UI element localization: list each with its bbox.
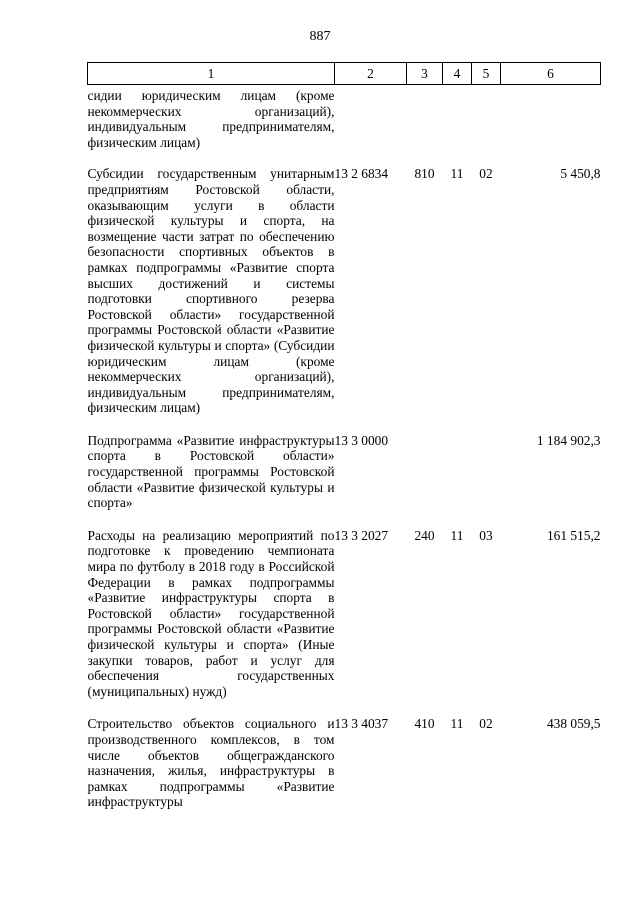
page-number: 887 [309,29,331,44]
row-pr [472,431,501,526]
row-amount: 161 515,2 [546,527,601,543]
row-description: Расходы на реализацию мероприятий по подготовке к проведению чемпионата мира по футболу в 2018 году в Российской Федерации в рамках подпрограммы «Развитие инфраструктуры спорта в Ростовской области» государственной программы Ростовской области «Развитие физической культуры и спорта» (Иные закупки товаров, работ и услуг для обеспечения государственных (муниципальных) нужд) [87,527,335,699]
row-amount [501,85,601,165]
row-description: Субсидии государственным унитарным предприятиям Ростовской области, оказывающим услуги в области физической культуры и спорта, на возмещение части затрат по обеспечению безопасности спортивных объектов в рамках подпрограммы «Развитие спорта высших достижений и системы подготовки спортивного резерва Ростовской области» государственной программы Ростовской области «Развитие физической культуры и спорта» (Субсидии юридическим лицам (кроме некоммерческих организаций), индивидуальным предпринимателям, физическим лицам) [87,166,335,416]
row-rz [443,431,472,526]
row-rz: 11 [450,716,464,732]
row-pr [472,85,501,165]
row-code: 13 3 4037 [334,716,389,732]
row-description: Строительство объектов социального и производственного комплексов, в том числе объектов общегражданского назначения, жилья, инфраструктуры в рамках подпрограммы «Развитие инфраструктуры [87,716,335,810]
row-rz: 11 [450,166,464,182]
table-row [88,431,601,526]
row-description: сидии юридическим лицам (кроме некоммерческих организаций), индивидуальным предпринимателям, физическим лицам) [87,88,335,150]
column-header-3: 3 [407,63,443,85]
column-header-5: 5 [472,63,501,85]
row-pr: 03 [479,527,493,543]
column-header-6: 6 [501,63,601,85]
table-row [88,85,601,165]
row-amount: 1 184 902,3 [536,432,601,448]
column-header-2: 2 [335,63,407,85]
column-header-4: 4 [443,63,472,85]
row-code: 13 3 0000 [334,432,389,448]
table-row [88,714,601,825]
row-code [335,85,407,165]
row-code: 13 3 2027 [334,527,389,543]
row-pr: 02 [479,166,493,182]
row-rz: 11 [450,527,464,543]
budget-table [87,62,601,825]
row-amount: 438 059,5 [546,716,601,732]
row-pr: 02 [479,716,493,732]
row-vr: 810 [414,166,435,182]
row-vr: 240 [414,527,435,543]
row-description: Подпрограмма «Развитие инфраструктуры спорта в Ростовской области» государственной программы Ростовской области «Развитие физической культуры и спорта» [87,432,335,511]
row-vr [407,85,443,165]
row-rz [443,85,472,165]
column-header-1: 1 [88,63,335,85]
row-amount: 5 450,8 [560,166,601,182]
table-header-row [88,63,601,85]
row-code: 13 2 6834 [334,166,389,182]
table-row [88,164,601,431]
row-vr [407,431,443,526]
row-vr: 410 [414,716,435,732]
table-row [88,526,601,715]
